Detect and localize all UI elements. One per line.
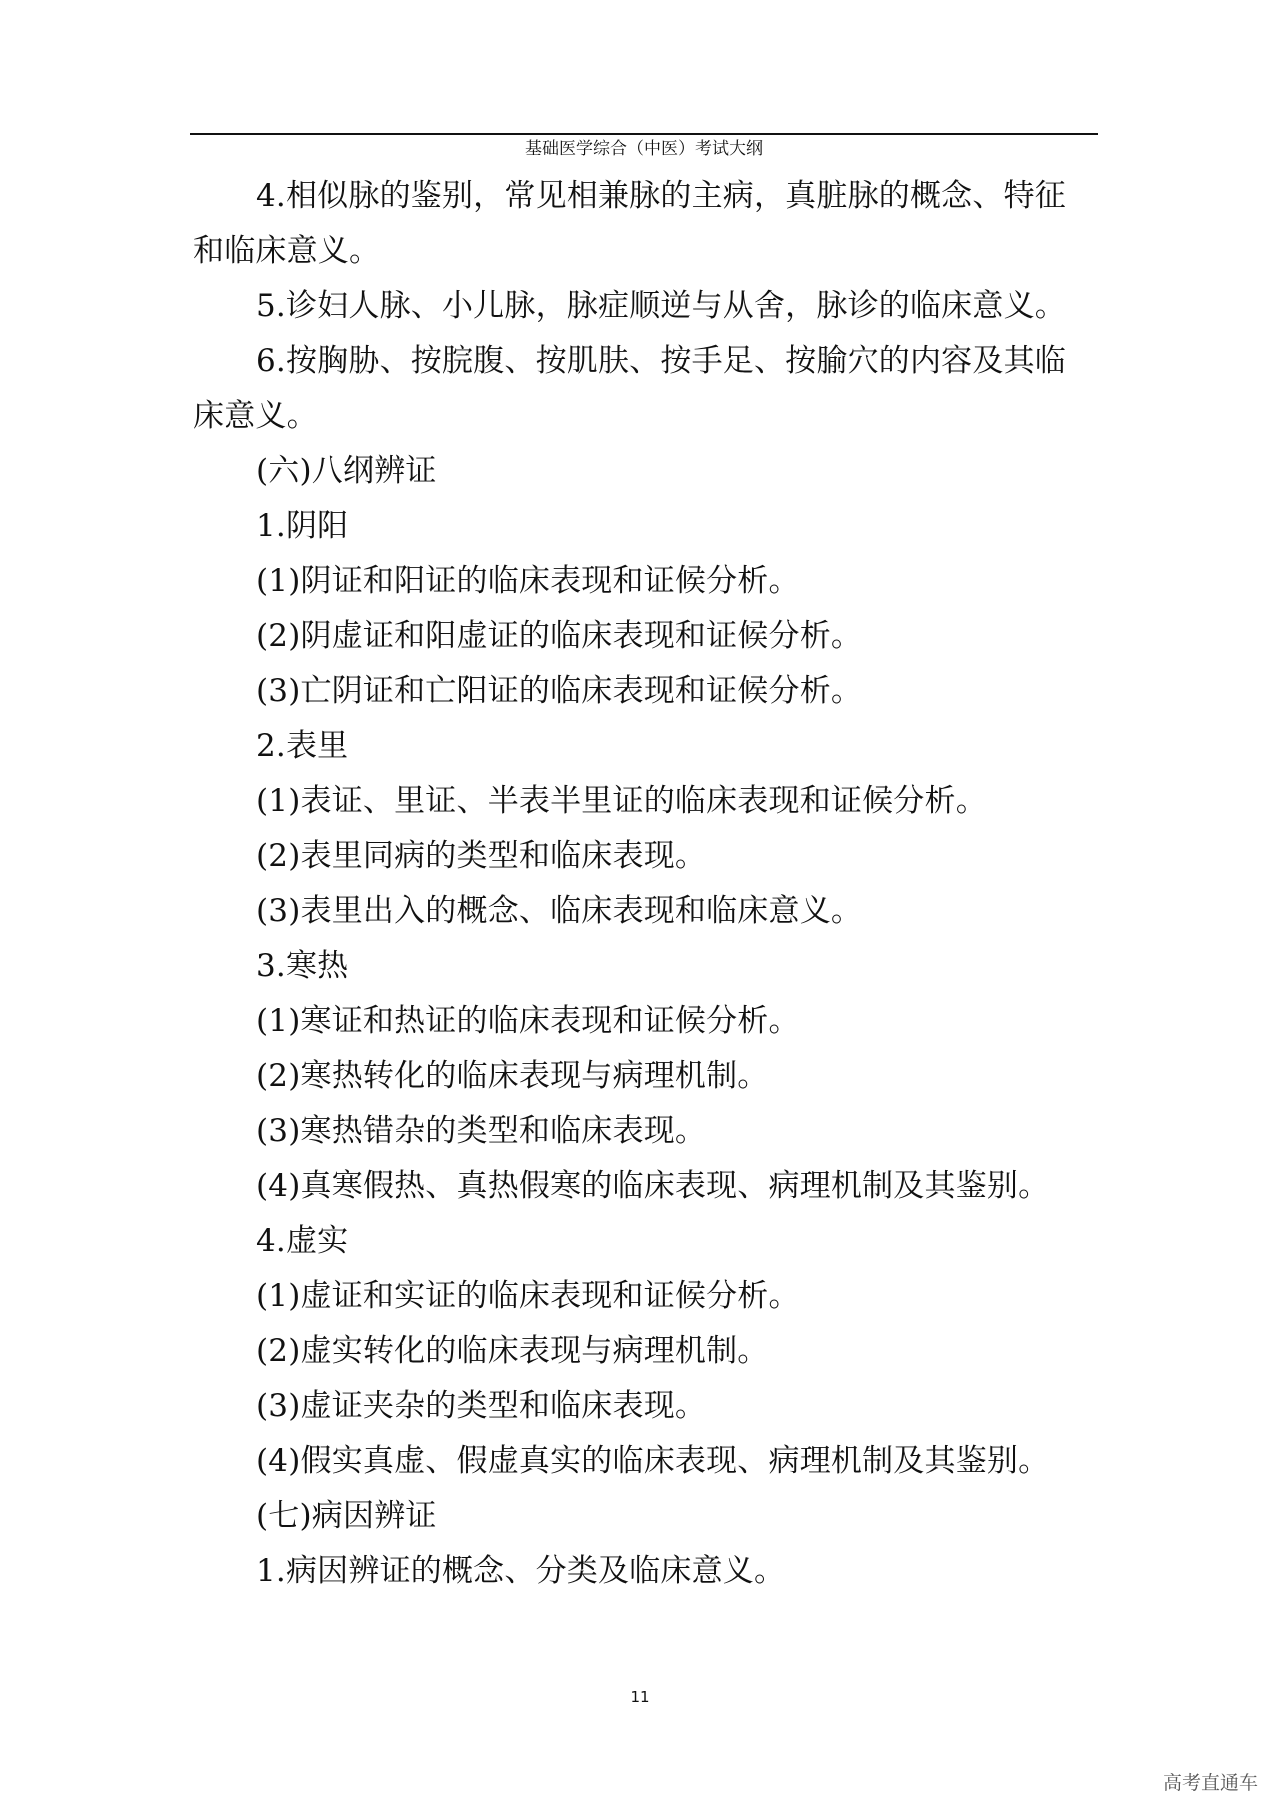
page-number: 11 <box>630 1688 650 1706</box>
text-line: 5.诊妇人脉、小儿脉，脉症顺逆与从舍，脉诊的临床意义。 <box>256 288 1066 324</box>
list-item: (3)虚证夹杂的类型和临床表现。 <box>256 1388 707 1424</box>
section-heading: (七)病因辨证 <box>256 1498 437 1534</box>
list-item: (3)寒热错杂的类型和临床表现。 <box>256 1113 707 1149</box>
list-item: (3)表里出入的概念、临床表现和临床意义。 <box>256 893 863 929</box>
subsection-heading: 1.阴阳 <box>256 508 349 544</box>
list-item: (1)虚证和实证的临床表现和证候分析。 <box>256 1278 800 1314</box>
text-line: 和临床意义。 <box>193 233 381 269</box>
watermark-text: 高考直通车 <box>1162 1772 1258 1794</box>
list-item: (4)真寒假热、真热假寒的临床表现、病理机制及其鉴别。 <box>256 1168 1050 1204</box>
list-item: (3)亡阴证和亡阳证的临床表现和证候分析。 <box>256 673 863 709</box>
section-heading: (六)八纲辨证 <box>256 453 437 489</box>
list-item: (2)寒热转化的临床表现与病理机制。 <box>256 1058 769 1094</box>
text-line: 床意义。 <box>193 398 318 434</box>
list-item: (2)虚实转化的临床表现与病理机制。 <box>256 1333 769 1369</box>
subsection-heading: 4.虚实 <box>256 1223 349 1259</box>
text-line: 6.按胸胁、按脘腹、按肌肤、按手足、按腧穴的内容及其临 <box>256 343 1066 379</box>
document-body <box>193 169 1098 1599</box>
text-line: 4.相似脉的鉴别，常见相兼脉的主病，真脏脉的概念、特征 <box>256 178 1066 214</box>
page-header-title: 基础医学综合（中医）考试大纲 <box>525 139 763 159</box>
list-item: (2)表里同病的类型和临床表现。 <box>256 838 707 874</box>
header-rule <box>190 133 1098 135</box>
list-item: (1)寒证和热证的临床表现和证候分析。 <box>256 1003 800 1039</box>
list-item: (1)表证、里证、半表半里证的临床表现和证候分析。 <box>256 783 987 819</box>
subsection-heading: 3.寒热 <box>256 948 349 984</box>
list-item: (2)阴虚证和阳虚证的临床表现和证候分析。 <box>256 618 863 654</box>
list-item: (1)阴证和阳证的临床表现和证候分析。 <box>256 563 800 599</box>
list-item: (4)假实真虚、假虚真实的临床表现、病理机制及其鉴别。 <box>256 1443 1050 1479</box>
subsection-heading: 1.病因辨证的概念、分类及临床意义。 <box>256 1553 786 1589</box>
subsection-heading: 2.表里 <box>256 728 349 764</box>
